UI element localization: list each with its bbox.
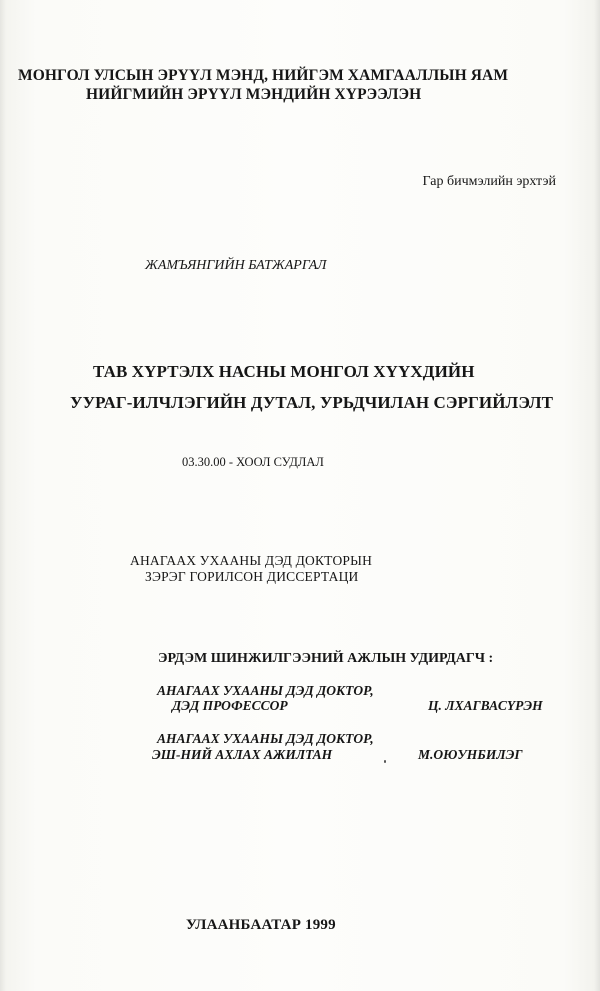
manuscript-rights-note: Гар бичмэлийн эрхтэй bbox=[422, 174, 556, 189]
supervisor-2-title-line-2: ЭШ-НИЙ АХЛАХ АЖИЛТАН bbox=[152, 747, 333, 762]
page-edge-shadow-right bbox=[594, 0, 600, 991]
supervisor-2-name: М.ОЮУНБИЛЭГ bbox=[418, 747, 523, 762]
degree-line-1: АНАГААХ УХААНЫ ДЭД ДОКТОРЫН bbox=[130, 553, 373, 568]
institution-line-1: МОНГОЛ УЛСЫН ЭРҮҮЛ МЭНД, НИЙГЭМ ХАМГААЛЛЫН ЯАМ bbox=[18, 67, 509, 84]
supervisor-2-title-line-1: АНАГААХ УХААНЫ ДЭД ДОКТОР, bbox=[157, 731, 374, 746]
author-name: ЖАМЪЯНГИЙН БАТЖАРГАЛ bbox=[145, 258, 327, 273]
supervisors-heading: ЭРДЭМ ШИНЖИЛГЭЭНИЙ АЖЛЫН УДИРДАГЧ : bbox=[158, 651, 494, 666]
dissertation-title-line-1: ТАВ ХҮРТЭЛХ НАСНЫ МОНГОЛ ХҮҮХДИЙН bbox=[93, 362, 475, 381]
ink-speck bbox=[384, 760, 386, 763]
institution-line-2: НИЙГМИЙН ЭРҮҮЛ МЭНДИЙН ХҮРЭЭЛЭН bbox=[86, 86, 422, 103]
supervisor-1-title-line-1: АНАГААХ УХААНЫ ДЭД ДОКТОР, bbox=[157, 683, 374, 698]
degree-line-2: ЗЭРЭГ ГОРИЛСОН ДИССЕРТАЦИ bbox=[145, 569, 359, 584]
dissertation-title-line-2: УУРАГ-ИЛЧЛЭГИЙН ДУТАЛ, УРЬДЧИЛАН СЭРГИЙЛЭЛТ bbox=[70, 393, 554, 412]
place-and-year: УЛААНБААТАР 1999 bbox=[186, 917, 336, 933]
supervisor-1-title-line-2: ДЭД ПРОФЕССОР bbox=[172, 698, 288, 713]
specialty-code: 03.30.00 - ХООЛ СУДЛАЛ bbox=[182, 455, 324, 469]
supervisor-1-name: Ц. ЛХАГВАСҮРЭН bbox=[428, 698, 543, 713]
page-edge-shadow-left bbox=[0, 0, 6, 991]
